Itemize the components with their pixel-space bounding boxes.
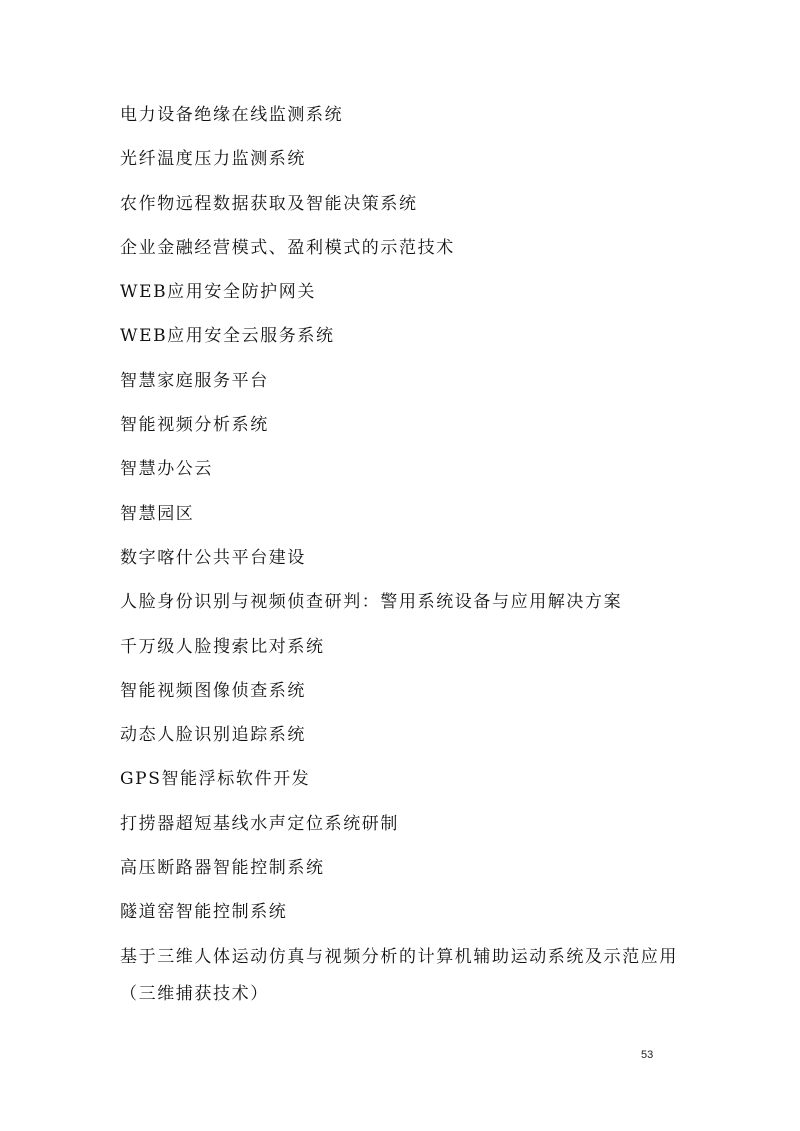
list-item: 智慧园区: [120, 503, 195, 524]
page-number: 53: [641, 1049, 654, 1061]
list-item: 智能视频图像侦查系统: [120, 680, 306, 701]
list-item: 智慧家庭服务平台: [120, 370, 269, 391]
list-item: 农作物远程数据获取及智能决策系统: [120, 193, 418, 214]
list-item: 智能视频分析系统: [120, 415, 269, 436]
list-item: 数字喀什公共平台建设: [120, 547, 306, 568]
list-item: 隧道窑智能控制系统: [120, 902, 288, 923]
list-item: WEB应用安全防护网关: [120, 282, 316, 303]
list-item: 千万级人脸搜索比对系统: [120, 636, 325, 657]
list-item: GPS智能浮标软件开发: [120, 769, 311, 790]
project-list: [120, 104, 700, 1035]
list-item: 智慧办公云: [120, 459, 213, 480]
list-item: WEB应用安全云服务系统: [120, 326, 335, 347]
list-item: 企业金融经营模式、盈利模式的示范技术: [120, 237, 455, 258]
list-item: 动态人脸识别追踪系统: [120, 725, 306, 746]
list-item: 人脸身份识别与视频侦查研判：警用系统设备与应用解决方案: [120, 592, 623, 613]
list-item: 打捞器超短基线水声定位系统研制: [120, 813, 399, 834]
list-item: 电力设备绝缘在线监测系统: [120, 105, 344, 125]
list-item: 基于三维人体运动仿真与视频分析的计算机辅助运动系统及示范应用（三维捕获技术）: [120, 946, 678, 1004]
list-item: 高压断路器智能控制系统: [120, 858, 325, 879]
list-item: 光纤温度压力监测系统: [120, 149, 306, 170]
